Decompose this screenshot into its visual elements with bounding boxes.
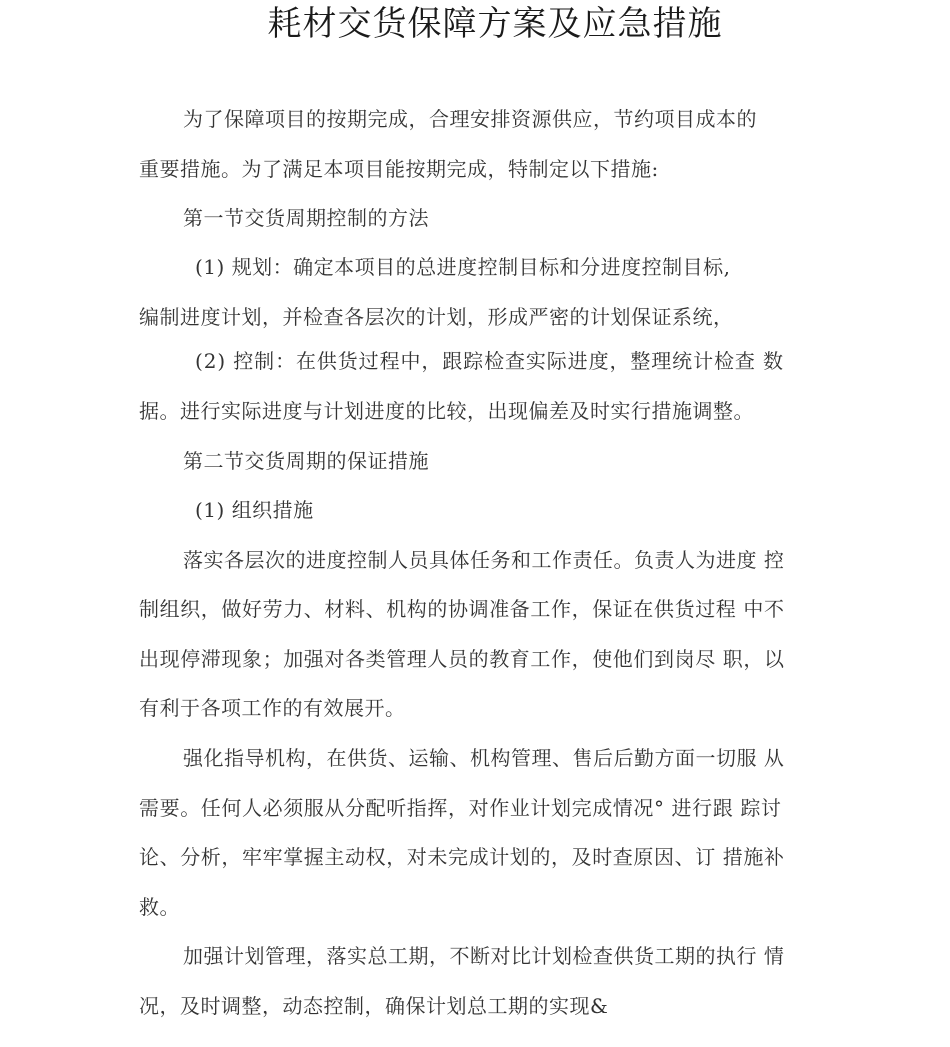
paragraph-line: (2) 控制：在供货过程中，跟踪检查实际进度，整理统计检查 数 (195, 349, 784, 373)
paragraph-line: 有利于各项工作的有效展开。 (139, 696, 406, 720)
paragraph-line: 加强计划管理，落实总工期，不断对比计划检查供货工期的执行 情 (183, 944, 785, 968)
paragraph-line: 重要措施。为了满足本项目能按期完成，特制定以下措施: (139, 157, 659, 181)
paragraph-line: 论、分析，牢牢掌握主动权，对未完成计划的，及时查原因、订 措施补 (139, 845, 785, 869)
paragraph-line: 编制进度计划，并检查各层次的计划，形成严密的计划保证系统， (139, 305, 734, 329)
document-title: 耗材交货保障方案及应急措施 (267, 4, 723, 44)
section-heading: 第二节交货周期的保证措施 (183, 449, 429, 473)
section-heading: 第一节交货周期控制的方法 (183, 206, 429, 230)
paragraph-line: 况，及时调整，动态控制，确保计划总工期的实现& (139, 994, 609, 1018)
paragraph-line: 制组织，做好劳力、材料、机构的协调准备工作，保证在供货过程 中不 (139, 597, 785, 621)
paragraph-line: 救。 (139, 895, 180, 919)
paragraph-line: 需要。任何人必须服从分配听指挥，对作业计划完成情况° 进行跟 踪讨 (139, 796, 782, 820)
paragraph-line: 为了保障项目的按期完成，合理安排资源供应，节约项目成本的 (183, 107, 757, 131)
paragraph-line: 强化指导机构，在供货、运输、机构管理、售后后勤方面一切服 从 (183, 746, 785, 770)
paragraph-line: (1) 规划：确定本项目的总进度控制目标和分进度控制目标, (195, 255, 731, 279)
paragraph-line: 据。进行实际进度与计划进度的比较，出现偏差及时实行措施调整。 (139, 399, 754, 423)
subsection-heading: (1) 组织措施 (195, 498, 314, 522)
paragraph-line: 出现停滞现象；加强对各类管理人员的教育工作，使他们到岗尽 职，以 (139, 647, 785, 671)
paragraph-line: 落实各层次的进度控制人员具体任务和工作责任。负责人为进度 控 (183, 548, 785, 572)
